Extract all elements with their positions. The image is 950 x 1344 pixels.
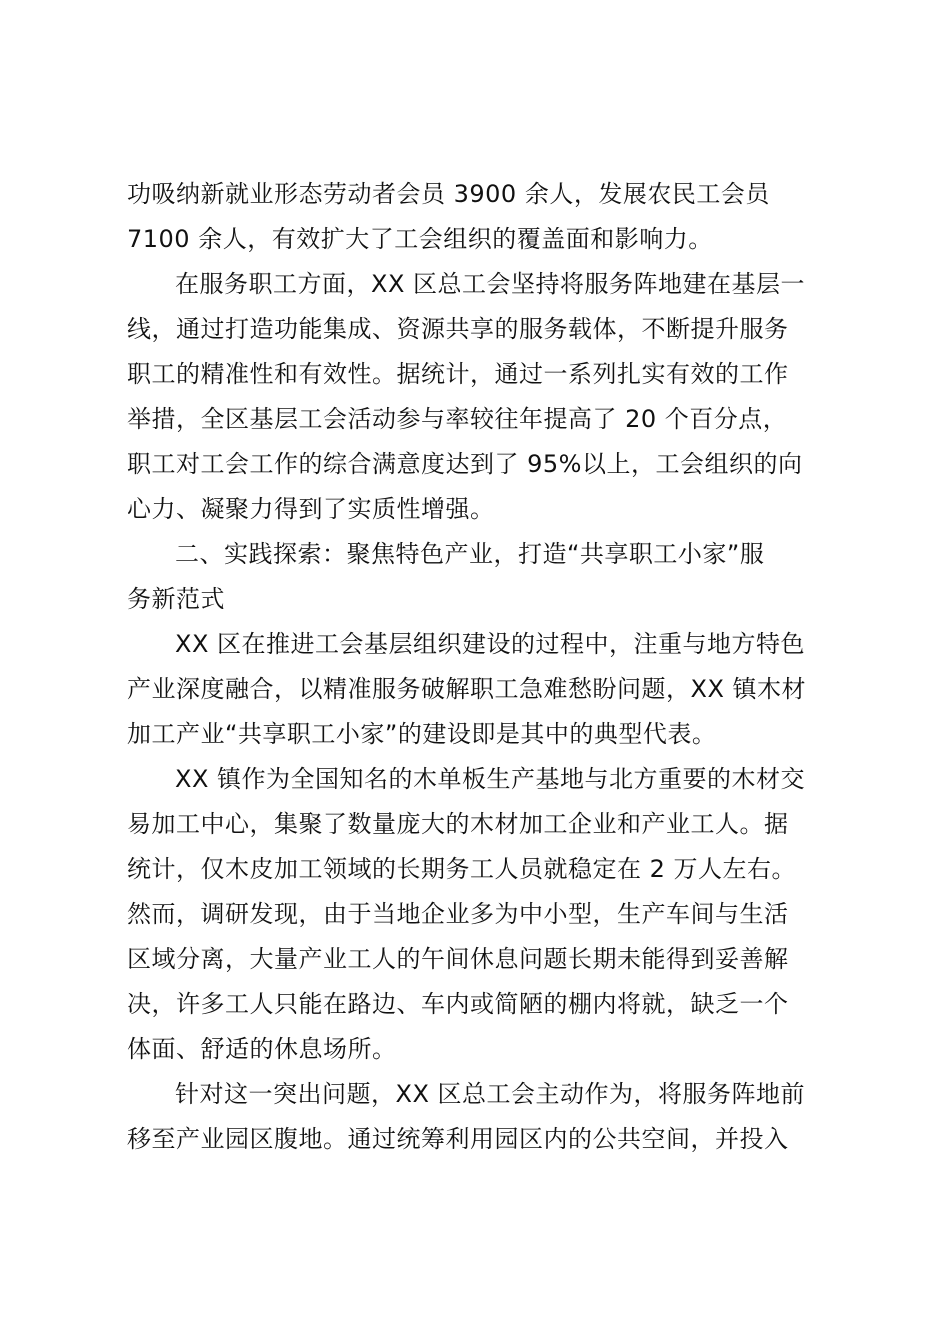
text-line: 心力、凝聚力得到了实质性增强。 (127, 495, 495, 523)
text-line: 产业深度融合，以精准服务破解职工急难愁盼问题，XX 镇木材 (127, 675, 807, 703)
text-line: 体面、舒适的休息场所。 (127, 1035, 397, 1063)
text-line: XX 镇作为全国知名的木单板生产基地与北方重要的木材交 (175, 765, 806, 793)
text-line: XX 区在推进工会基层组织建设的过程中，注重与地方特色 (175, 630, 806, 658)
text-line: 移至产业园区腹地。通过统筹利用园区内的公共空间，并投入 (127, 1125, 789, 1153)
section-heading-line: 二、实践探索：聚焦特色产业，打造“共享职工小家”服 (175, 540, 765, 568)
text-line: 针对这一突出问题，XX 区总工会主动作为，将服务阵地前 (175, 1080, 806, 1108)
text-line: 统计，仅木皮加工领域的长期务工人员就稳定在 2 万人左右。 (127, 855, 797, 883)
text-line: 然而，调研发现，由于当地企业多为中小型，生产车间与生活 (127, 900, 789, 928)
document-body (127, 172, 833, 1162)
text-line: 易加工中心，集聚了数量庞大的木材加工企业和产业工人。据 (127, 810, 789, 838)
text-line: 功吸纳新就业形态劳动者会员 3900 余人，发展农民工会员 (127, 180, 770, 208)
text-line: 在服务职工方面，XX 区总工会坚持将服务阵地建在基层一 (175, 270, 806, 298)
section-heading-line: 务新范式 (127, 585, 225, 613)
text-line: 职工对工会工作的综合满意度达到了 95%以上，工会组织的向 (127, 450, 803, 478)
text-line: 加工产业“共享职工小家”的建设即是其中的典型代表。 (127, 720, 717, 748)
text-line: 决，许多工人只能在路边、车内或简陋的棚内将就，缺乏一个 (127, 990, 789, 1018)
text-line: 7100 余人，有效扩大了工会组织的覆盖面和影响力。 (127, 225, 713, 253)
text-line: 区域分离，大量产业工人的午间休息问题长期未能得到妥善解 (127, 945, 789, 973)
text-line: 举措，全区基层工会活动参与率较往年提高了 20 个百分点， (127, 405, 788, 433)
text-line: 线，通过打造功能集成、资源共享的服务载体，不断提升服务 (127, 315, 789, 343)
text-line: 职工的精准性和有效性。据统计，通过一系列扎实有效的工作 (127, 360, 789, 388)
